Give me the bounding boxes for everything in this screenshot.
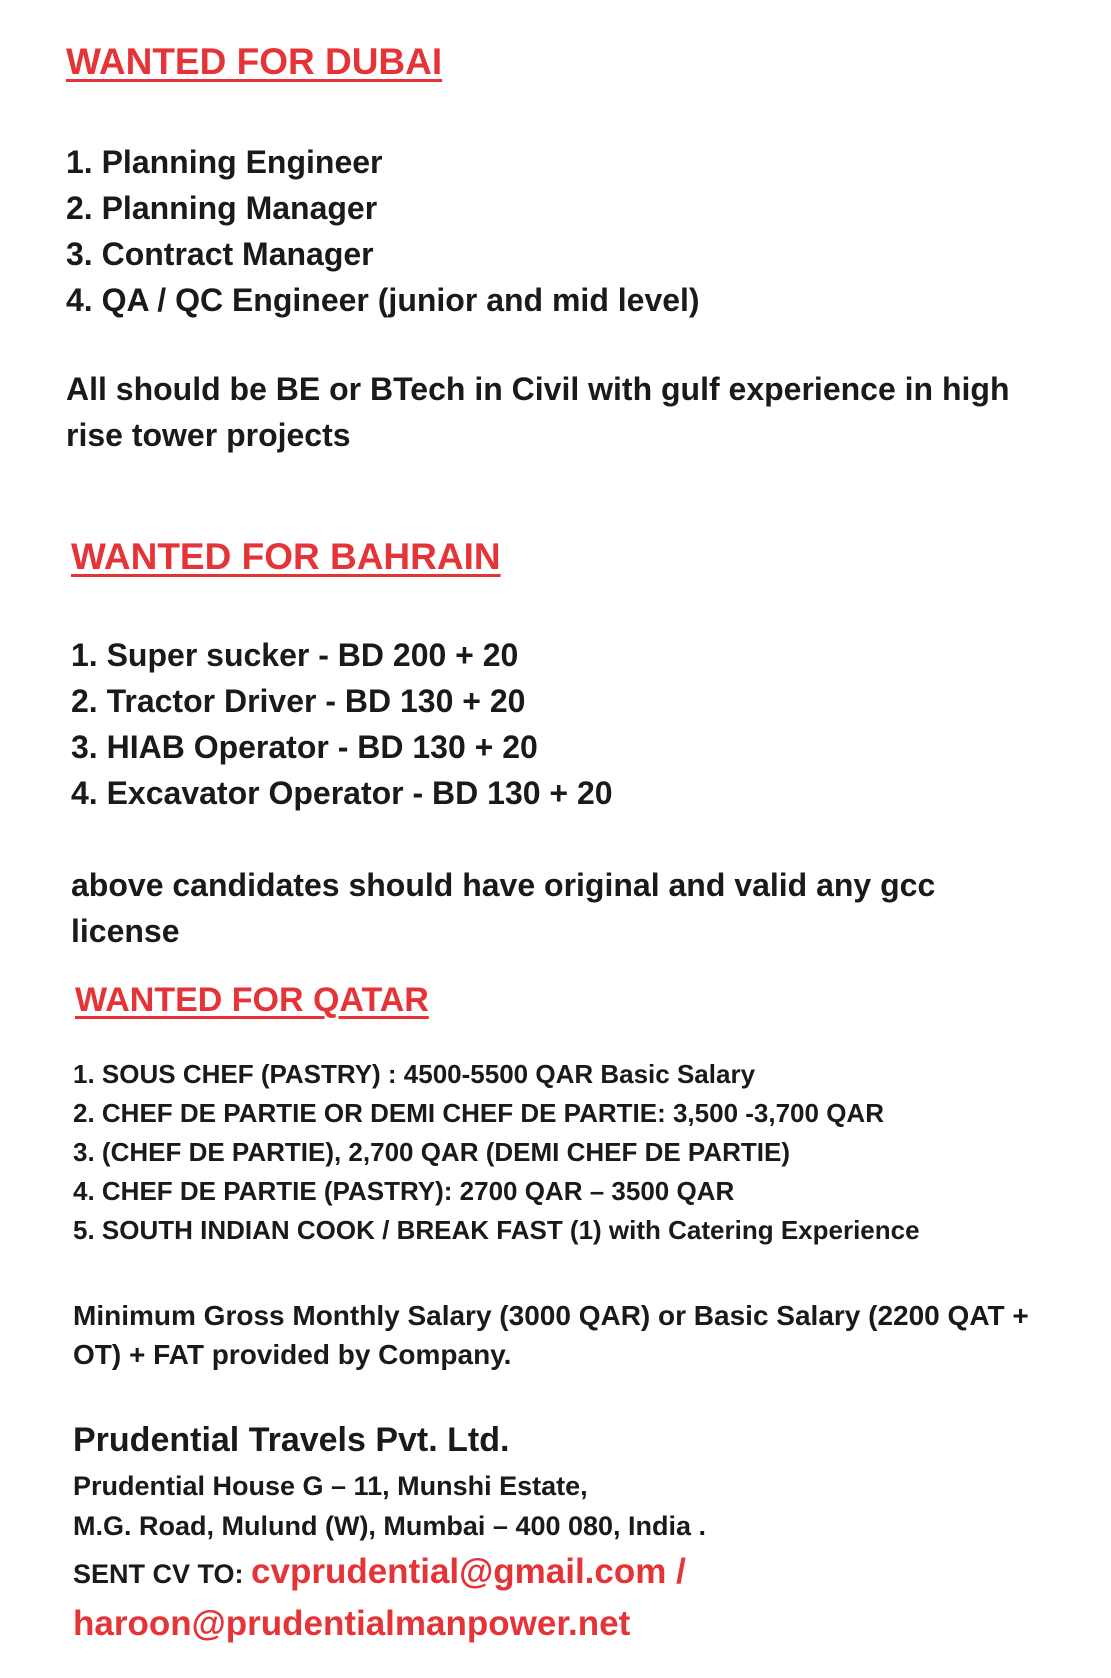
- list-item: 3. (CHEF DE PARTIE), 2,700 QAR (DEMI CHEF DE PARTIE): [73, 1137, 791, 1167]
- list-item: 2. Tractor Driver - BD 130 + 20: [71, 683, 526, 719]
- bahrain-requirements-note: above candidates should have original and valid any gcc license: [71, 867, 936, 949]
- list-item: 1. Super sucker - BD 200 + 20: [71, 637, 519, 673]
- sent-cv-line: [73, 1550, 686, 1601]
- dubai-heading: WANTED FOR DUBAI: [66, 41, 443, 82]
- qatar-salary-note: Minimum Gross Monthly Salary (3000 QAR) or Basic Salary (2200 QAT + OT) + FAT provided by Company.: [73, 1300, 1029, 1370]
- email-link[interactable]: cvprudential@gmail.com /: [251, 1552, 686, 1591]
- list-item: 3. HIAB Operator - BD 130 + 20: [71, 729, 538, 765]
- bahrain-heading: WANTED FOR BAHRAIN: [71, 536, 501, 577]
- company-address-line: Prudential House G – 11, Munshi Estate,: [73, 1471, 588, 1501]
- list-item: 5. SOUTH INDIAN COOK / BREAK FAST (1) with Catering Experience: [73, 1215, 920, 1245]
- email-link[interactable]: haroon@prudentialmanpower.net: [73, 1604, 631, 1643]
- list-item: 3. Contract Manager: [66, 236, 374, 272]
- list-item: 4. Excavator Operator - BD 130 + 20: [71, 775, 613, 811]
- dubai-requirements-note: All should be BE or BTech in Civil with gulf experience in high rise tower projects: [66, 371, 1010, 453]
- list-item: 2. CHEF DE PARTIE OR DEMI CHEF DE PARTIE: 3,500 -3,700 QAR: [73, 1098, 884, 1128]
- dubai-job-list: [66, 139, 700, 323]
- company-address-line: M.G. Road, Mulund (W), Mumbai – 400 080, India .: [73, 1511, 707, 1541]
- qatar-heading: WANTED FOR QATAR: [75, 981, 429, 1019]
- list-item: 4. QA / QC Engineer (junior and mid level): [66, 282, 700, 318]
- bahrain-job-list: [71, 632, 613, 816]
- qatar-job-list: [73, 1055, 920, 1250]
- list-item: 2. Planning Manager: [66, 190, 378, 226]
- list-item: 1. SOUS CHEF (PASTRY) : 4500-5500 QAR Basic Salary: [73, 1059, 756, 1089]
- company-name: Prudential Travels Pvt. Ltd.: [73, 1421, 510, 1459]
- sent-cv-label: SENT CV TO:: [73, 1559, 252, 1589]
- list-item: 1. Planning Engineer: [66, 144, 383, 180]
- list-item: 4. CHEF DE PARTIE (PASTRY): 2700 QAR – 3500 QAR: [73, 1176, 735, 1206]
